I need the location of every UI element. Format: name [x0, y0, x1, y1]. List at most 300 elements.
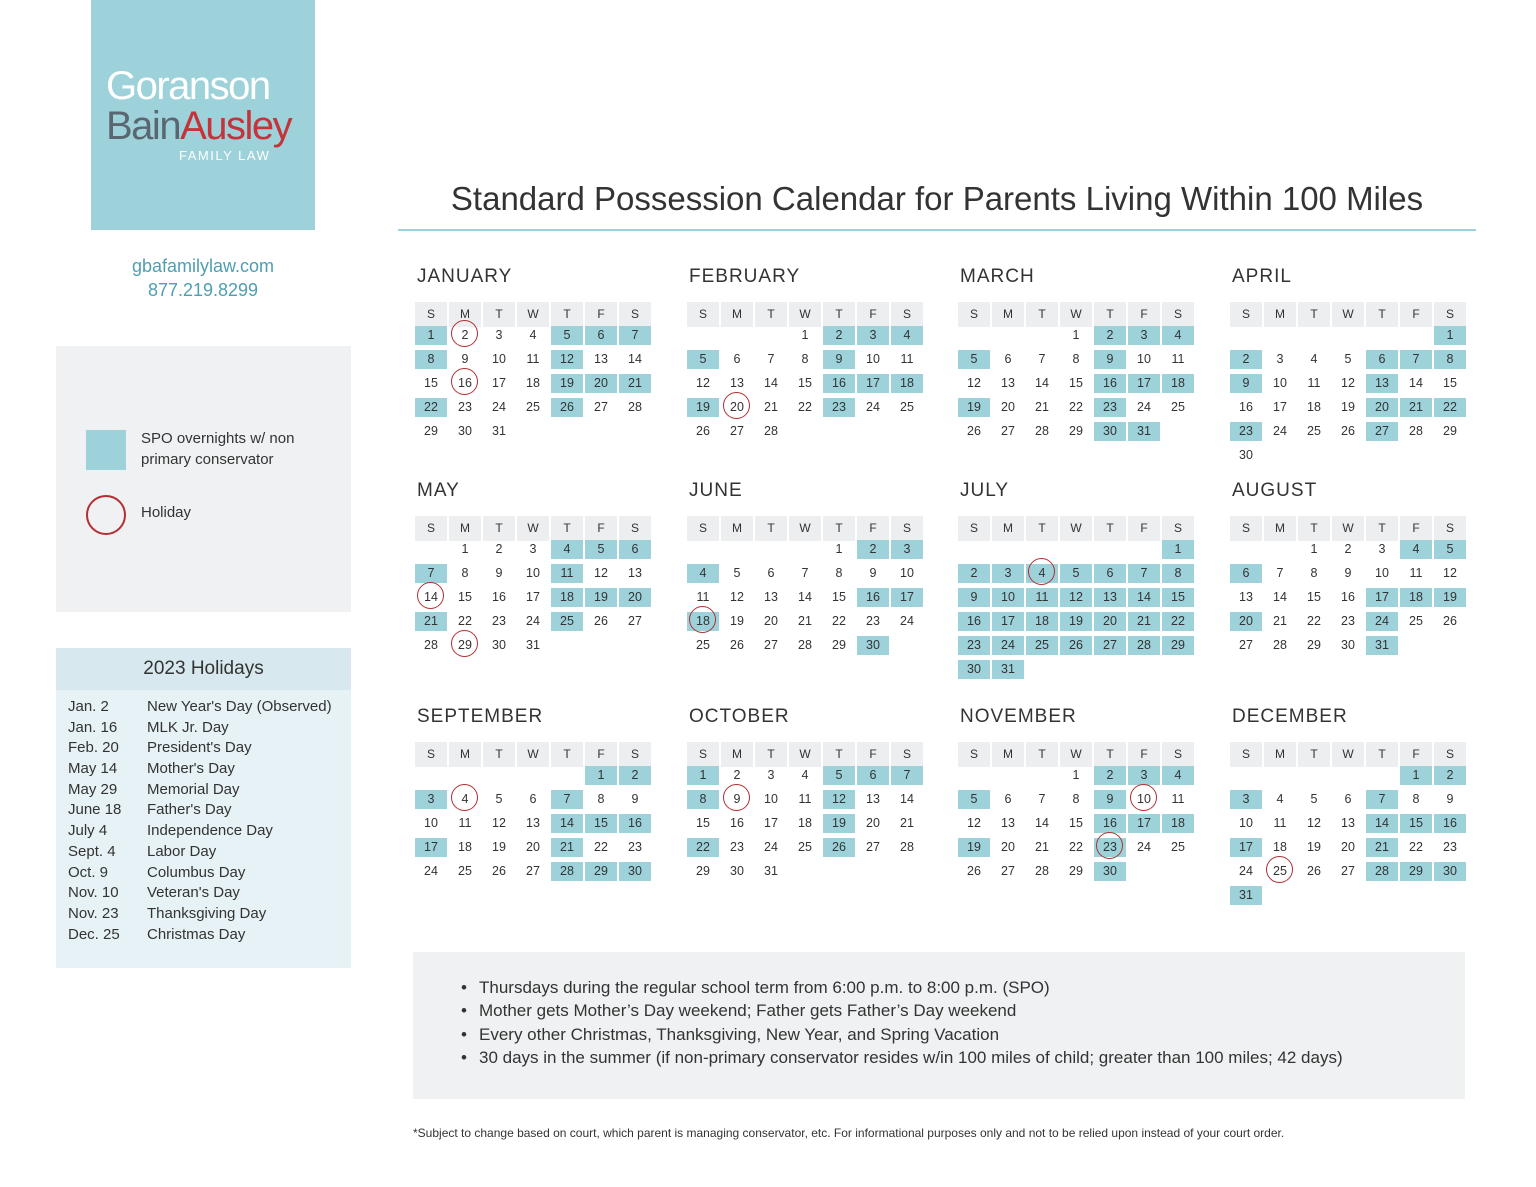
logo-tagline: FAMILY LAW — [179, 148, 271, 163]
holiday-row — [56, 738, 351, 759]
calendar-day: 18 — [1162, 814, 1194, 833]
calendar-day: 28 — [764, 424, 778, 438]
calendar-day: 29 — [449, 636, 481, 655]
calendar-day: 13 — [730, 376, 744, 390]
calendar-day: 8 — [687, 790, 719, 809]
calendar-day: 11 — [900, 352, 914, 366]
holiday-name: Christmas Day — [147, 925, 246, 943]
calendar-day: 23 — [492, 614, 506, 628]
weekday-label: F — [1400, 742, 1432, 767]
calendar-day: 1 — [687, 766, 719, 785]
weekday-label: T — [1366, 516, 1398, 541]
calendar-day: 14 — [551, 814, 583, 833]
calendar-day: 9 — [1094, 790, 1126, 809]
calendar-day: 26 — [823, 838, 855, 857]
legend-spo-label: SPO overnights w/ non primary conservator — [141, 430, 295, 468]
weekday-label: M — [721, 742, 753, 767]
calendar-day: 15 — [798, 376, 812, 390]
calendar-day: 6 — [529, 792, 537, 806]
calendar-day: 10 — [900, 566, 914, 580]
calendar-day: 20 — [1001, 400, 1015, 414]
calendar-day: 18 — [687, 612, 719, 631]
note-item: • Thursdays during the regular school term from 6:00 p.m. to 8:00 p.m. (SPO) — [461, 976, 1343, 999]
calendar-day: 17 — [764, 816, 778, 830]
month-name: NOVEMBER — [960, 706, 1077, 727]
calendar-day: 1 — [835, 542, 843, 556]
calendar-day: 17 — [1128, 814, 1160, 833]
calendar-day: 2 — [495, 542, 503, 556]
calendar-day: 15 — [1162, 588, 1194, 607]
calendar-day: 3 — [1128, 766, 1160, 785]
calendar-day: 15 — [696, 816, 710, 830]
calendar-day: 3 — [1378, 542, 1386, 556]
calendar-day: 5 — [823, 766, 855, 785]
calendar-day: 16 — [1341, 590, 1355, 604]
calendar-day: 13 — [1001, 816, 1015, 830]
calendar-day: 25 — [551, 612, 583, 631]
calendar-day: 25 — [1171, 400, 1185, 414]
calendar-day: 22 — [1409, 840, 1423, 854]
calendar-day: 12 — [1341, 376, 1355, 390]
calendar-day: 31 — [992, 660, 1024, 679]
calendar-day: 31 — [764, 864, 778, 878]
calendar-day: 29 — [1069, 424, 1083, 438]
calendar-day: 3 — [1230, 790, 1262, 809]
calendar-day: 9 — [1344, 566, 1352, 580]
weekday-label: T — [1094, 516, 1126, 541]
calendar-day: 10 — [764, 792, 778, 806]
calendar-day: 5 — [585, 540, 617, 559]
calendar-day: 7 — [1038, 352, 1046, 366]
weekday-label: S — [687, 742, 719, 767]
calendar-day: 9 — [1230, 374, 1262, 393]
calendar-day: 16 — [1239, 400, 1253, 414]
note-item: • Mother gets Mother’s Day weekend; Father gets Father’s Day weekend — [461, 999, 1343, 1022]
calendar-day: 24 — [492, 400, 506, 414]
calendar-day: 15 — [832, 590, 846, 604]
calendar-day: 12 — [594, 566, 608, 580]
calendar-day: 16 — [857, 588, 889, 607]
calendar-day: 17 — [492, 376, 506, 390]
weekday-label: W — [1060, 516, 1092, 541]
month-name: MAY — [417, 480, 460, 501]
calendar-day: 21 — [798, 614, 812, 628]
calendar-day: 5 — [733, 566, 741, 580]
calendar-day: 25 — [1264, 862, 1296, 881]
calendar-day: 22 — [1069, 840, 1083, 854]
holiday-row — [56, 883, 351, 904]
calendar-day: 5 — [1310, 792, 1318, 806]
calendar-day: 31 — [526, 638, 540, 652]
calendar-day: 17 — [1366, 588, 1398, 607]
legend-holiday-label: Holiday — [141, 504, 192, 521]
calendar-day: 13 — [1001, 376, 1015, 390]
weekday-label: M — [449, 742, 481, 767]
calendar-day: 28 — [1273, 638, 1287, 652]
calendar-day: 15 — [458, 590, 472, 604]
calendar-day: 22 — [458, 614, 472, 628]
calendar-day: 16 — [449, 374, 481, 393]
weekday-label: S — [1162, 302, 1194, 327]
calendar-day: 28 — [900, 840, 914, 854]
weekday-label: S — [687, 302, 719, 327]
calendar-day: 11 — [1307, 376, 1321, 390]
calendar-day: 1 — [461, 542, 469, 556]
calendar-day: 20 — [619, 588, 651, 607]
calendar-day: 7 — [1400, 350, 1432, 369]
calendar-day: 24 — [1273, 424, 1287, 438]
holiday-date: June 18 — [68, 801, 122, 819]
calendar-day: 26 — [594, 614, 608, 628]
calendar-day: 1 — [801, 328, 809, 342]
calendar-day: 23 — [1094, 398, 1126, 417]
calendar-day: 8 — [1412, 792, 1420, 806]
holiday-date: May 29 — [68, 780, 118, 798]
calendar-day: 10 — [526, 566, 540, 580]
calendar-day: 22 — [798, 400, 812, 414]
calendar-day: 9 — [461, 352, 469, 366]
calendar-day: 26 — [967, 864, 981, 878]
calendar-day: 2 — [1094, 326, 1126, 345]
calendar-day: 28 — [1035, 424, 1049, 438]
calendar-day: 10 — [492, 352, 506, 366]
holiday-name: Labor Day — [147, 842, 217, 860]
calendar-day: 14 — [1409, 376, 1423, 390]
calendar-day: 11 — [1171, 792, 1185, 806]
weekday-label: T — [1094, 302, 1126, 327]
calendar-day: 19 — [492, 840, 506, 854]
calendar-day: 8 — [1434, 350, 1466, 369]
calendar-day: 3 — [529, 542, 537, 556]
calendar-day: 29 — [424, 424, 438, 438]
calendar-day: 27 — [526, 864, 540, 878]
calendar-day: 10 — [866, 352, 880, 366]
calendar-day: 19 — [1307, 840, 1321, 854]
calendar-day: 15 — [585, 814, 617, 833]
calendar-day: 7 — [801, 566, 809, 580]
calendar-day: 15 — [1069, 816, 1083, 830]
weekday-label: S — [687, 516, 719, 541]
calendar-day: 30 — [1341, 638, 1355, 652]
calendar-day: 19 — [1434, 588, 1466, 607]
calendar-day: 1 — [415, 326, 447, 345]
calendar-day: 5 — [495, 792, 503, 806]
calendar-day: 25 — [1171, 840, 1185, 854]
calendar-day: 17 — [1128, 374, 1160, 393]
calendar-day: 2 — [1344, 542, 1352, 556]
calendar-day: 18 — [1400, 588, 1432, 607]
calendar-day: 11 — [1409, 566, 1423, 580]
calendar-day: 24 — [866, 400, 880, 414]
spo-swatch-icon — [86, 430, 126, 470]
holiday-date: Jan. 16 — [68, 718, 118, 736]
calendar-day: 1 — [1072, 328, 1080, 342]
weekday-label: W — [517, 742, 549, 767]
calendar-day: 30 — [1094, 862, 1126, 881]
calendar-day: 14 — [900, 792, 914, 806]
calendar-day: 24 — [1137, 400, 1151, 414]
calendar-day: 16 — [823, 374, 855, 393]
calendar-day: 16 — [1434, 814, 1466, 833]
calendar-day: 21 — [619, 374, 651, 393]
holiday-circle-icon — [86, 495, 126, 535]
month-name: JANUARY — [417, 266, 513, 287]
weekday-label: S — [1162, 742, 1194, 767]
calendar-day: 29 — [1162, 636, 1194, 655]
calendar-day: 23 — [1443, 840, 1457, 854]
calendar-day: 1 — [1072, 768, 1080, 782]
calendar-day: 18 — [1162, 374, 1194, 393]
weekday-label: F — [585, 516, 617, 541]
calendar-day: 16 — [619, 814, 651, 833]
weekday-header — [687, 742, 925, 767]
holiday-row — [56, 821, 351, 842]
weekday-label: T — [823, 742, 855, 767]
calendar-day: 19 — [730, 614, 744, 628]
calendar-day: 13 — [526, 816, 540, 830]
calendar-day: 16 — [492, 590, 506, 604]
weekday-label: W — [517, 302, 549, 327]
calendar-day: 4 — [891, 326, 923, 345]
holiday-name: Independence Day — [147, 822, 273, 840]
calendar-day: 25 — [1307, 424, 1321, 438]
calendar-day: 17 — [992, 612, 1024, 631]
calendar-day: 19 — [1341, 400, 1355, 414]
weekday-label: S — [1162, 516, 1194, 541]
weekday-label: M — [1264, 516, 1296, 541]
calendar-day: 27 — [764, 638, 778, 652]
calendar-day: 18 — [458, 840, 472, 854]
holiday-row — [56, 759, 351, 780]
calendar-day: 8 — [1162, 564, 1194, 583]
holiday-date: Nov. 23 — [68, 904, 119, 922]
weekday-label: T — [823, 516, 855, 541]
calendar-day: 29 — [585, 862, 617, 881]
holidays-title: 2023 Holidays — [56, 648, 351, 690]
legend-panel — [56, 346, 351, 612]
weekday-label: T — [483, 516, 515, 541]
calendar-day: 4 — [551, 540, 583, 559]
weekday-label: S — [1434, 742, 1466, 767]
calendar-day: 14 — [415, 588, 447, 607]
calendar-day: 25 — [526, 400, 540, 414]
calendar-day: 18 — [891, 374, 923, 393]
weekday-label: M — [721, 302, 753, 327]
calendar-day: 11 — [458, 816, 472, 830]
calendar-day: 26 — [551, 398, 583, 417]
calendar-day: 28 — [1035, 864, 1049, 878]
calendar-day: 25 — [696, 638, 710, 652]
calendar-day: 20 — [1341, 840, 1355, 854]
calendar-day: 23 — [823, 398, 855, 417]
weekday-label: F — [857, 516, 889, 541]
weekday-label: M — [449, 516, 481, 541]
calendar-day: 8 — [1072, 792, 1080, 806]
calendar-day: 20 — [721, 398, 753, 417]
month-name: OCTOBER — [689, 706, 790, 727]
calendar-day: 21 — [1035, 400, 1049, 414]
note-item: • 30 days in the summer (if non-primary conservator resides w/in 100 miles of child; greater than 100 miles; 42 days) — [461, 1046, 1343, 1069]
weekday-label: S — [1230, 302, 1262, 327]
calendar-day: 20 — [1094, 612, 1126, 631]
calendar-day: 29 — [1069, 864, 1083, 878]
calendar-day: 27 — [594, 400, 608, 414]
calendar-day: 26 — [1307, 864, 1321, 878]
calendar-day: 4 — [801, 768, 809, 782]
weekday-label: S — [1434, 516, 1466, 541]
weekday-label: W — [1060, 302, 1092, 327]
calendar-day: 14 — [1035, 376, 1049, 390]
calendar-day: 31 — [492, 424, 506, 438]
note-item: • Every other Christmas, Thanksgiving, New Year, and Spring Vacation — [461, 1023, 1343, 1046]
calendar-day: 1 — [1400, 766, 1432, 785]
weekday-header — [1230, 516, 1468, 541]
calendar-day: 8 — [597, 792, 605, 806]
calendar-day: 2 — [958, 564, 990, 583]
weekday-label: W — [789, 516, 821, 541]
weekday-label: S — [1230, 742, 1262, 767]
weekday-label: M — [1264, 742, 1296, 767]
weekday-label: W — [1332, 742, 1364, 767]
calendar-day: 20 — [585, 374, 617, 393]
calendar-day: 21 — [900, 816, 914, 830]
holiday-name: New Year's Day (Observed) — [147, 698, 332, 715]
calendar-day: 18 — [1026, 612, 1058, 631]
calendar-day: 22 — [594, 840, 608, 854]
holiday-name: Veteran's Day — [147, 884, 240, 902]
calendar-day: 30 — [1094, 422, 1126, 441]
website-link[interactable]: gbafamilylaw.com — [131, 256, 275, 276]
calendar-day: 4 — [529, 328, 537, 342]
logo-ausley: Ausley — [180, 104, 292, 148]
weekday-label: T — [551, 516, 583, 541]
calendar-day: 13 — [764, 590, 778, 604]
calendar-day: 1 — [1434, 326, 1466, 345]
calendar-day: 1 — [585, 766, 617, 785]
weekday-label: T — [1298, 302, 1330, 327]
calendar-day: 13 — [594, 352, 608, 366]
calendar-day: 19 — [823, 814, 855, 833]
weekday-label: S — [415, 742, 447, 767]
calendar-day: 3 — [495, 328, 503, 342]
calendar-day: 11 — [798, 792, 812, 806]
calendar-day: 19 — [551, 374, 583, 393]
weekday-label: F — [1128, 742, 1160, 767]
calendar-day: 23 — [628, 840, 642, 854]
calendar-day: 18 — [1273, 840, 1287, 854]
calendar-day: 3 — [857, 326, 889, 345]
brand-logo — [91, 0, 315, 230]
calendar-day: 3 — [992, 564, 1024, 583]
holiday-name: Memorial Day — [147, 780, 240, 798]
holiday-date: Dec. 25 — [68, 925, 120, 943]
calendar-day: 7 — [891, 766, 923, 785]
calendar-day: 15 — [1069, 376, 1083, 390]
calendar-day: 12 — [1307, 816, 1321, 830]
calendar-day: 28 — [798, 638, 812, 652]
weekday-label: T — [1366, 742, 1398, 767]
holiday-name: Columbus Day — [147, 863, 246, 881]
calendar-day: 19 — [958, 398, 990, 417]
holidays-panel — [56, 648, 351, 968]
calendar-day: 17 — [1230, 838, 1262, 857]
calendar-day: 16 — [1094, 814, 1126, 833]
weekday-label: F — [857, 302, 889, 327]
title-divider — [398, 229, 1476, 231]
calendar-day: 28 — [1409, 424, 1423, 438]
calendar-day: 25 — [1026, 636, 1058, 655]
calendar-day: 5 — [1344, 352, 1352, 366]
weekday-label: T — [1298, 742, 1330, 767]
calendar-day: 9 — [1094, 350, 1126, 369]
calendar-day: 28 — [1366, 862, 1398, 881]
logo-line-goranson: Goranson — [106, 64, 270, 108]
calendar-day: 15 — [424, 376, 438, 390]
calendar-day: 18 — [1307, 400, 1321, 414]
calendar-day: 15 — [1400, 814, 1432, 833]
calendar-day: 24 — [992, 636, 1024, 655]
disclaimer: *Subject to change based on court, which parent is managing conservator, etc. For informational purposes only and not to be relied upon instead of your court order. — [413, 1126, 1285, 1140]
calendar-day: 10 — [1273, 376, 1287, 390]
calendar-day: 21 — [1400, 398, 1432, 417]
calendar-day: 4 — [1162, 766, 1194, 785]
calendar-day: 26 — [1060, 636, 1092, 655]
calendar-day: 26 — [696, 424, 710, 438]
calendar-day: 8 — [1072, 352, 1080, 366]
calendar-day: 20 — [1230, 612, 1262, 631]
holiday-row — [56, 697, 351, 718]
calendar-day: 29 — [832, 638, 846, 652]
calendar-day: 16 — [1094, 374, 1126, 393]
weekday-label: F — [585, 742, 617, 767]
calendar-day: 21 — [764, 400, 778, 414]
calendar-day: 19 — [687, 398, 719, 417]
calendar-day: 14 — [1035, 816, 1049, 830]
calendar-day: 4 — [1400, 540, 1432, 559]
calendar-day: 27 — [1239, 638, 1253, 652]
calendar-day: 2 — [1094, 766, 1126, 785]
weekday-label: T — [755, 302, 787, 327]
calendar-day: 13 — [866, 792, 880, 806]
notes-list — [461, 976, 1343, 1069]
calendar-day: 9 — [631, 792, 639, 806]
calendar-day: 3 — [1128, 326, 1160, 345]
calendar-day: 22 — [1162, 612, 1194, 631]
weekday-label: T — [755, 742, 787, 767]
calendar-day: 12 — [492, 816, 506, 830]
calendar-day: 30 — [730, 864, 744, 878]
weekday-label: F — [1400, 302, 1432, 327]
calendar-day: 17 — [857, 374, 889, 393]
calendar-day: 27 — [1094, 636, 1126, 655]
calendar-day: 8 — [835, 566, 843, 580]
calendar-day: 28 — [1128, 636, 1160, 655]
phone-number[interactable]: 877.219.8299 — [147, 280, 259, 300]
calendar-day: 14 — [628, 352, 642, 366]
month-name: MARCH — [960, 266, 1035, 287]
calendar-day: 25 — [798, 840, 812, 854]
calendar-day: 8 — [461, 566, 469, 580]
calendar-day: 10 — [1128, 790, 1160, 809]
calendar-day: 26 — [730, 638, 744, 652]
calendar-day: 23 — [1230, 422, 1262, 441]
calendar-day: 17 — [891, 588, 923, 607]
holiday-row — [56, 863, 351, 884]
calendar-day: 14 — [1366, 814, 1398, 833]
weekday-label: S — [619, 302, 651, 327]
calendar-day: 5 — [1060, 564, 1092, 583]
holiday-date: May 14 — [68, 760, 118, 778]
